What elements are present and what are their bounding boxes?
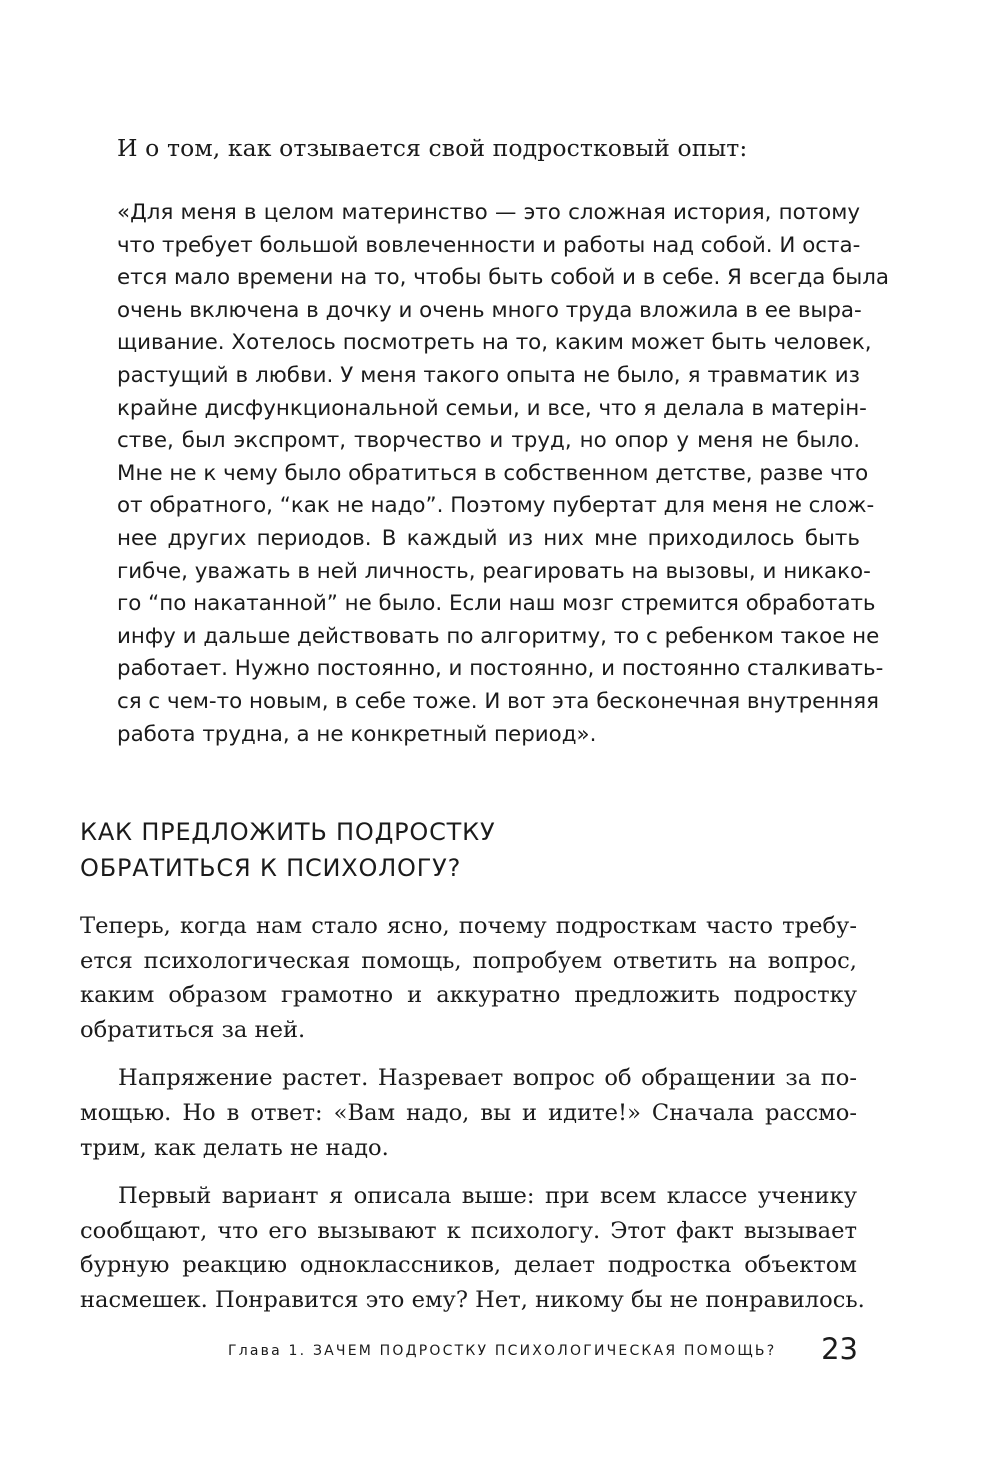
quote-line: растущий в любви. У меня такого опыта не было, я травматик из: [117, 362, 860, 388]
body-line: обратиться за ней.: [80, 1016, 306, 1043]
quote-line: очень включена в дочку и очень много труда вложила в ее выра-: [117, 297, 862, 323]
quote-line: го “по накатанной” не было. Если наш мозг стремится обработать: [117, 591, 876, 617]
page-footer: [228, 1331, 858, 1371]
section-heading-line: КАК ПРЕДЛОЖИТЬ ПОДРОСТКУ: [80, 818, 496, 846]
quote-line: ется мало времени на то, чтобы быть собой и в себе. Я всегда была: [117, 265, 890, 291]
page-number: 23: [821, 1332, 858, 1366]
paragraph: [80, 1179, 865, 1317]
intro-sentence: И о том, как отзывается свой подростковый опыт:: [117, 134, 748, 162]
body-line: Теперь, когда нам стало ясно, почему подросткам часто требу-: [80, 913, 857, 939]
quote-block: [117, 197, 890, 751]
body-line: каким образом грамотно и аккуратно предложить подростку: [80, 982, 857, 1009]
body-line: насмешек. Понравится это ему? Нет, никому бы не понравилось.: [80, 1286, 865, 1313]
quote-line: «Для меня в целом материнство — это сложная история, потому: [117, 200, 860, 225]
section-heading: [80, 814, 860, 886]
quote-line: крайне дисфункциональной семьи, и все, что я делала в матерін-: [117, 395, 867, 421]
quote-line: работает. Нужно постоянно, и постоянно, и постоянно сталкивать-: [117, 656, 884, 682]
quote-line: щивание. Хотелось посмотреть на то, каким может быть человек,: [117, 330, 872, 356]
body-line: сообщают, что его вызывают к психологу. Этот факт вызывает: [80, 1217, 857, 1244]
quote-line: работа трудна, а не конкретный период».: [117, 721, 597, 747]
quote-line: от обратного, “как не надо”. Поэтому пубертат для меня не слож-: [117, 493, 875, 519]
body-line: трим, как делать не надо.: [80, 1134, 389, 1161]
quote-line: гибче, уважать в ней личность, реагировать на вызовы, и никако-: [117, 558, 871, 584]
quote-line: Мне не к чему было обратиться в собственном детстве, разве что: [117, 460, 869, 486]
quote-line: инфу и дальше действовать по алгоритму, то с ребенком такое не: [117, 623, 880, 649]
body-text: [80, 909, 865, 1332]
quote-line: ся с чем-то новым, в себе тоже. И вот эта бесконечная внутренняя: [117, 688, 880, 714]
body-line: ется психологическая помощь, попробуем ответить на вопрос,: [80, 947, 857, 974]
quote-line: нее других периодов. В каждый из них мне приходилось быть: [117, 525, 860, 551]
body-line: бурную реакцию одноклассников, делает подростка объектом: [80, 1252, 857, 1279]
quote-line: что требует большой вовлеченности и работы над собой. И оста-: [117, 232, 861, 258]
body-line: мощью. Но в ответ: «Вам надо, вы и идите!» Сначала рассмо-: [80, 1099, 857, 1126]
quote-line: стве, был экспромт, творчество и труд, но опор у меня не было.: [117, 428, 860, 454]
paragraph: [80, 909, 857, 1047]
body-line: Напряжение растет. Назревает вопрос об обращении за по-: [118, 1065, 857, 1092]
body-line: Первый вариант я описала выше: при всем классе ученику: [118, 1183, 857, 1210]
section-heading-line: ОБРАТИТЬСЯ К ПСИХОЛОГУ?: [80, 854, 462, 882]
running-head: Глава 1. ЗАЧЕМ ПОДРОСТКУ ПСИХОЛОГИЧЕСКАЯ ПОМОЩЬ?: [228, 1343, 777, 1359]
paragraph: [80, 1061, 857, 1165]
